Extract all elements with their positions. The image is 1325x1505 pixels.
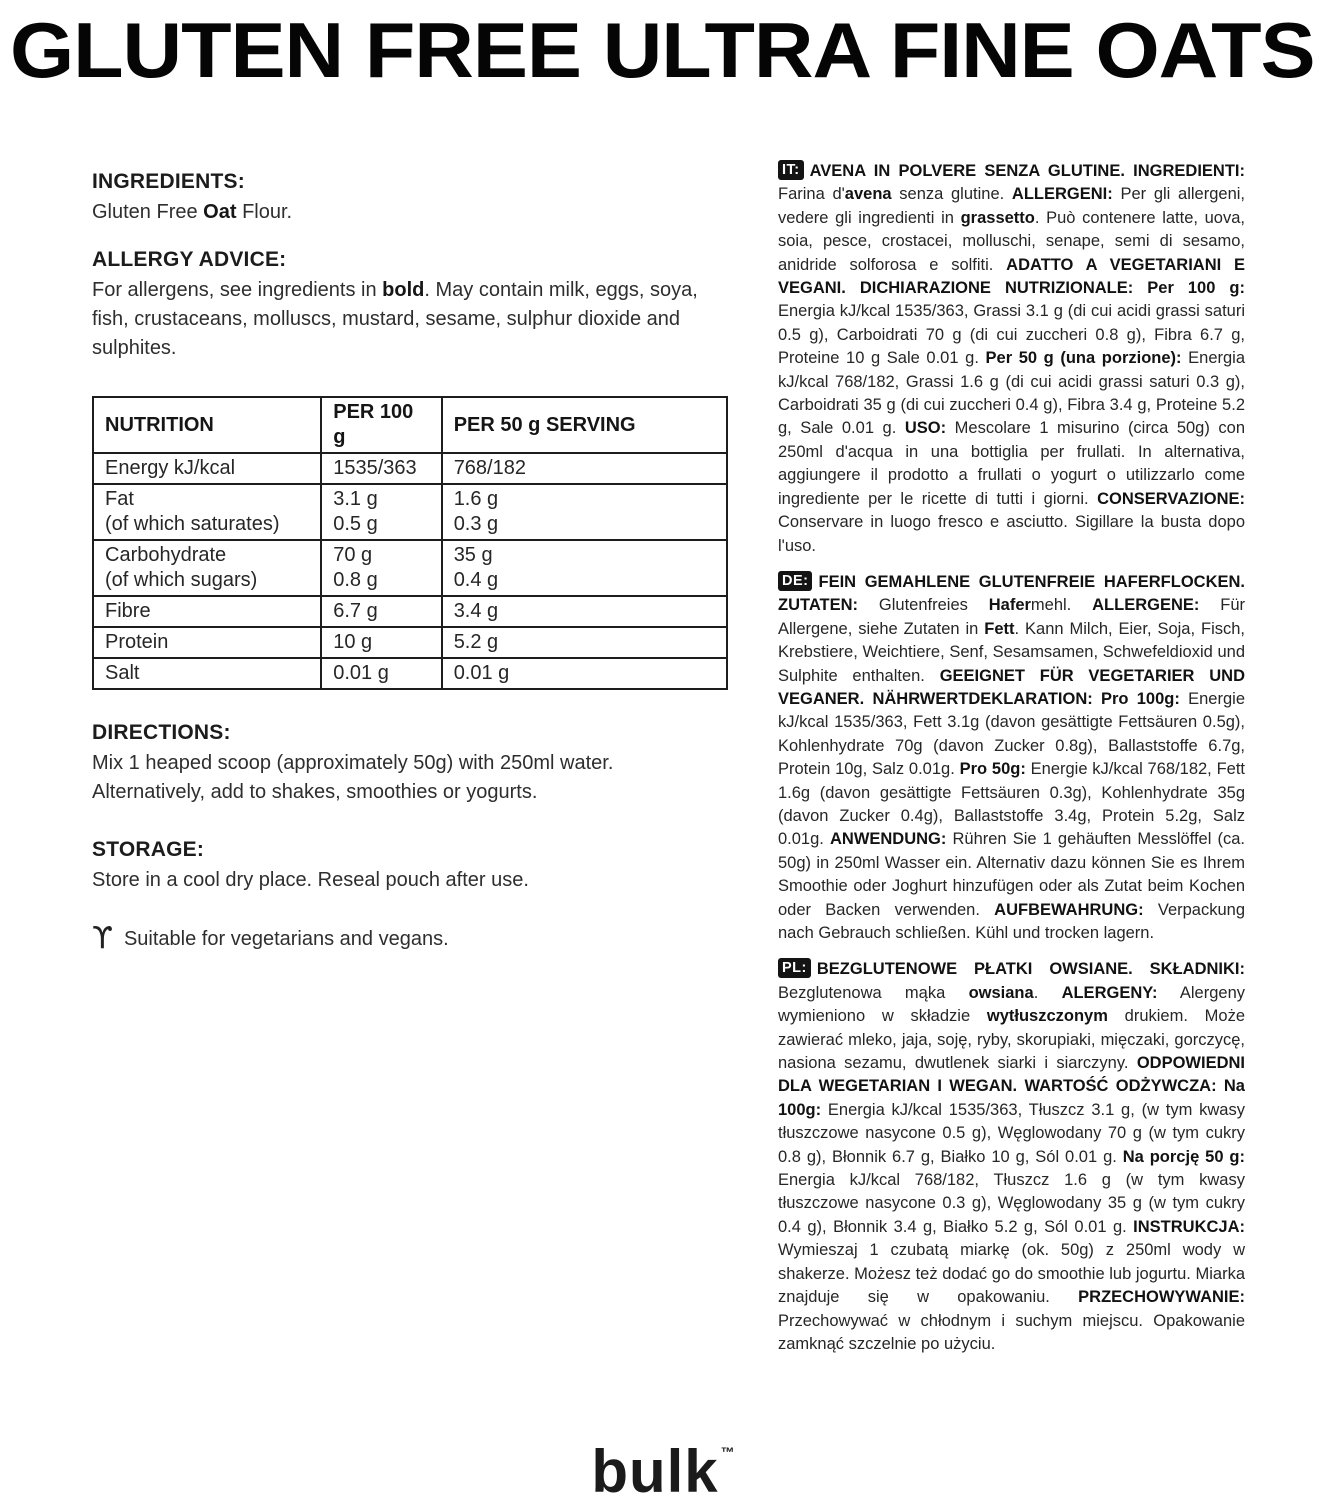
ingredients-heading: INGREDIENTS: xyxy=(92,170,245,193)
nutrition-table xyxy=(92,396,728,690)
nutrition-row xyxy=(93,484,727,540)
italian-section: IT: AVENA IN POLVERE SENZA GLUTINE. INGREDIENTI: Farina d'avena senza glutine. ALLERGENI: Per gli allergeni, vedere gli ingredienti in grassetto. Può contenere latte, uova, soia, pesce, crostacei, molluschi, senape, semi di sesamo, anidride solforosa e solfiti. ADATTO A VEGETARIANI E VEGANI. DICHIARAZIONE NUTRIZIONALE: Per 100 g: Energia kJ/kcal 1535/363, Grassi 3.1 g (di cui acidi grassi saturi 0.5 g), Carboidrati 70 g (di cui zuccheri 0.8 g), Fibra 6.7 g, Proteine 10 g Sale 0.01 g. Per 50 g (una porzione): Energia kJ/kcal 768/182, Grassi 1.6 g (di cui acidi grassi saturi 0.3 g), Carboidrati 35 g (di cui zuccheri 0.4 g), Fibra 3.4 g, Proteine 5.2 g, Sale 0.01 g. USO: Mescolare 1 misurino (circa 50g) con 250ml d'acqua in una bottiglia per frullati. In alternativa, aggiungere il prodotto a frullati o yogurt o utilizzarlo come ingrediente per le ricette di tutti i giorni. CONSERVAZIONE: Conservare in luogo fresco e asciutto. Sigillare la busta dopo l'uso. xyxy=(778,162,1246,555)
nutrition-cell: Fibre xyxy=(93,596,321,627)
per-50g-col-header: PER 50 g SERVING xyxy=(442,397,727,453)
nutrition-row xyxy=(93,540,727,596)
directions-text: Mix 1 heaped scoop (approximately 50g) with 250ml water. Alternatively, add to shakes, smoothies or yogurts. xyxy=(92,752,614,803)
nutrition-cell: 3.4 g xyxy=(442,596,727,627)
storage-text: Store in a cool dry place. Reseal pouch after use. xyxy=(92,869,529,891)
product-title xyxy=(10,6,1315,95)
bulk-logo-text: bulk xyxy=(591,1438,719,1505)
language-badge: IT: xyxy=(778,160,804,180)
nutrition-cell: 70 g 0.8 g xyxy=(321,540,441,596)
nutrition-cell: Salt xyxy=(93,658,321,689)
vegetarian-note-row xyxy=(92,921,728,956)
language-badge: PL: xyxy=(778,958,811,978)
nutrition-row xyxy=(93,596,727,627)
nutrition-cell: 0.01 g xyxy=(321,658,441,689)
nutrition-cell: 35 g 0.4 g xyxy=(442,540,727,596)
nutrition-cell: 0.01 g xyxy=(442,658,727,689)
english-info-column xyxy=(92,170,728,954)
footer xyxy=(0,1436,1325,1505)
nutrition-row xyxy=(93,627,727,658)
allergy-advice-heading: ALLERGY ADVICE: xyxy=(92,248,287,271)
nutrition-cell: Protein xyxy=(93,627,321,658)
allergy-advice-text: For allergens, see ingredients in bold. May contain milk, eggs, soya, fish, crustaceans, molluscs, mustard, sesame, sulphur dioxide and sulphites. xyxy=(92,279,698,359)
nutrition-row xyxy=(93,453,727,484)
ingredients-text: Gluten Free Oat Flour. xyxy=(92,201,293,223)
polish-section: PL: BEZGLUTENOWE PŁATKI OWSIANE. SKŁADNIKI: Bezglutenowa mąka owsiana. ALERGENY: Alergeny wymieniono w składzie wytłuszczonym drukiem. Może zawierać mleko, jaja, soję, ryby, skorupiaki, mięczaki, gorczycę, nasiona sezamu, dwutlenek siarki i siarczyny. ODPOWIEDNI DLA WEGETARIAN I WEGAN. WARTOŚĆ ODŻYWCZA: Na 100g: Energia kJ/kcal 1535/363, Tłuszcz 3.1 g, (w tym kwasy tłuszczowe nasycone 0.5 g), Węglowodany 70 g (w tym cukry 0.8 g), Błonnik 6.7 g, Białko 10 g, Sól 0.01 g. Na porcję 50 g: Energia kJ/kcal 768/182, Tłuszcz 1.6 g (w tym kwasy tłuszczowe nasycone 0.3 g), Węglowodany 35 g (w tym cukry 0.4 g), Błonnik 3.4 g, Białko 5.2 g, Sól 0.01 g. INSTRUKCJA: Wymieszaj 1 czubatą miarkę (ok. 50g) z 250ml wody w shakerze. Możesz też dodać go do smoothie lub jogurtu. Miarka znajduje się w opakowaniu. PRZECHOWYWANIE: Przechowywać w chłodnym i suchym miejscu. Opakowanie zamknąć szczelnie po użyciu. xyxy=(778,960,1246,1353)
vegetarian-note: Suitable for vegetarians and vegans. xyxy=(123,927,449,950)
product-title-text: GLUTEN FREE ULTRA FINE OATS xyxy=(10,6,1315,95)
bulk-logo xyxy=(591,1438,736,1505)
nutrition-cell: 1535/363 xyxy=(321,453,441,484)
nutrition-col-header: NUTRITION xyxy=(93,397,321,453)
german-section: DE: FEIN GEMAHLENE GLUTENFREIE HAFERFLOCKEN. ZUTATEN: Glutenfreies Hafermehl. ALLERGENE: Für Allergene, siehe Zutaten in Fett. Kann Milch, Eier, Soja, Fisch, Krebstiere, Weichtiere, Senf, Sesamsamen, Schwefeldioxid und Sulphite enthalten. GEEIGNET FÜR VEGETARIER UND VEGANER. NÄHRWERTDEKLARATION: Pro 100g: Energie kJ/kcal 1535/363, Fett 3.1g (davon gesättigte Fettsäuren 0.5g), Kohlenhydrate 70g (davon Zucker 0.8g), Ballaststoffe 6.7g, Protein 10g, Salz 0.01g. Pro 50g: Energie kJ/kcal 768/182, Fett 1.6g (davon gesättigte Fettsäuren 0.3g), Kohlenhydrate 35g (davon Zucker 0.4g), Ballaststoffe 3.4g, Protein 5.2g, Salz 0.01g. ANWENDUNG: Rühren Sie 1 gehäuften Messlöffel (ca. 50g) in 250ml Wasser ein. Alternativ dazu können Sie es Ihrem Smoothie oder Joghurt hinzufügen oder als Zutat beim Kochen oder Backen verwenden. AUFBEWAHRUNG: Verpackung nach Gebrauch schließen. Kühl und trocken lagern. xyxy=(778,572,1246,942)
directions-heading: DIRECTIONS: xyxy=(92,721,231,744)
nutrition-row xyxy=(93,658,727,689)
trademark-symbol: ™ xyxy=(720,1444,736,1460)
nutrition-cell: 6.7 g xyxy=(321,596,441,627)
storage-heading: STORAGE: xyxy=(92,838,205,861)
nutrition-cell: 1.6 g 0.3 g xyxy=(442,484,727,540)
nutrition-cell: Carbohydrate (of which sugars) xyxy=(93,540,321,596)
nutrition-cell: 3.1 g 0.5 g xyxy=(321,484,441,540)
nutrition-cell: Fat (of which saturates) xyxy=(93,484,321,540)
language-badge: DE: xyxy=(778,571,812,591)
per-100g-col-header: PER 100 g xyxy=(321,397,441,453)
nutrition-cell: 5.2 g xyxy=(442,627,727,658)
nutrition-cell: Energy kJ/kcal xyxy=(93,453,321,484)
translations-column xyxy=(778,160,1245,1369)
nutrition-cell: 768/182 xyxy=(442,453,727,484)
vegetarian-icon: ϒ xyxy=(92,921,113,956)
nutrition-cell: 10 g xyxy=(321,627,441,658)
nutrition-header-row xyxy=(93,397,727,453)
